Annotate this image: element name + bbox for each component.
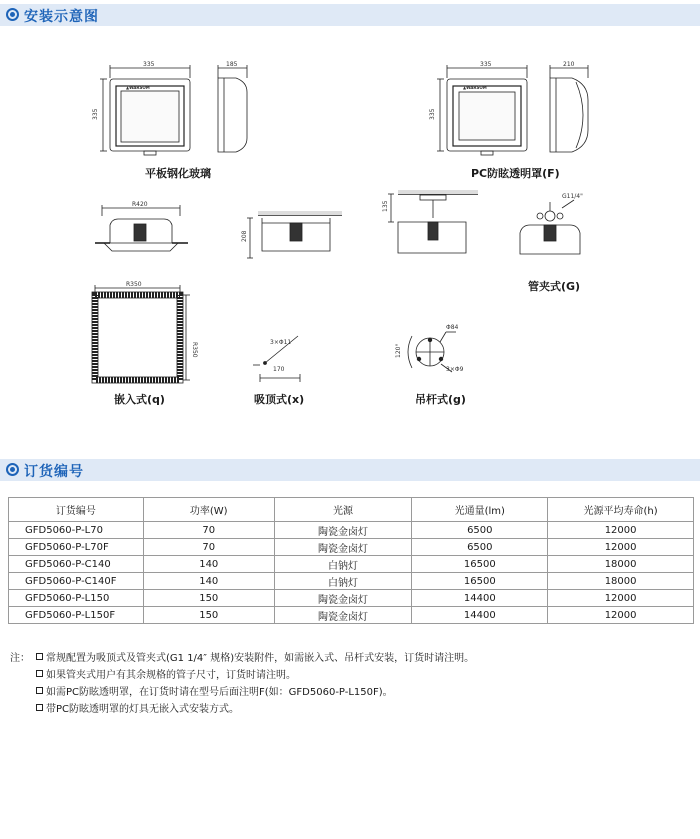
side-view-pc-cover	[550, 65, 588, 152]
pipe-thread-label: G11/4"	[562, 193, 583, 200]
cell-code: GFD5060-P-L150	[9, 590, 144, 607]
notes-block	[10, 650, 474, 718]
notes-label: 注：	[10, 653, 30, 664]
cell-power: 70	[143, 539, 274, 556]
note-text: 如果管夹式用户有其余规格的管子尺寸，订货时请注明。	[46, 670, 296, 681]
cell-source: 白钠灯	[274, 573, 412, 590]
install-diagrams	[0, 30, 700, 450]
cell-source: 陶瓷金卤灯	[274, 539, 412, 556]
ceiling-caption: 吸顶式(x)	[254, 393, 305, 406]
cell-power: 70	[143, 522, 274, 539]
install-section-header	[0, 4, 700, 26]
pendant-side-view	[388, 190, 478, 253]
pendant-angle-label: 120°	[395, 343, 402, 358]
note-item	[10, 684, 474, 701]
pendant-height-dim: 135	[382, 200, 389, 212]
col-header-flux: 光通量(lm)	[412, 498, 548, 522]
cell-life: 18000	[548, 556, 694, 573]
pipe-clamp-caption: 管夹式(G)	[528, 280, 581, 293]
col-header-life: 光源平均寿命(h)	[548, 498, 694, 522]
note-text: 如需PC防眩透明罩，在订货时请在型号后面注明F(如：GFD5060-P-L150F)。	[46, 687, 393, 698]
pendant-caption: 吊杆式(g)	[415, 393, 466, 406]
cell-power: 150	[143, 590, 274, 607]
table-header-row	[9, 498, 694, 522]
table-row	[9, 522, 694, 539]
recessed-caption: 嵌入式(q)	[114, 393, 165, 406]
pipe-clamp-view	[520, 200, 580, 254]
cell-life: 12000	[548, 607, 694, 624]
cell-code: GFD5060-P-C140	[9, 556, 144, 573]
square-bullet-icon	[36, 670, 43, 677]
cell-power: 140	[143, 573, 274, 590]
pendant-holes-label: 3×Φ9	[446, 366, 464, 373]
square-bullet-icon	[36, 704, 43, 711]
cell-life: 12000	[548, 590, 694, 607]
ceiling-holes-label: 3×Φ11	[270, 339, 292, 346]
ceiling-height-dim: 208	[241, 230, 248, 242]
flat-width-label: 335	[143, 61, 155, 68]
table-row	[9, 590, 694, 607]
side-view-flat-glass	[218, 65, 247, 152]
recessed-height-dim: R350	[191, 342, 198, 358]
recessed-side-view	[95, 205, 188, 251]
cell-flux: 6500	[412, 539, 548, 556]
recessed-top-view	[92, 285, 190, 383]
note-item	[10, 667, 474, 684]
cell-power: 150	[143, 607, 274, 624]
front-view-pc-cover	[437, 65, 527, 155]
square-bullet-icon	[36, 653, 43, 660]
table-row	[9, 539, 694, 556]
flat-glass-caption: 平板钢化玻璃	[145, 167, 211, 180]
note-text: 常规配置为吸顶式及管夹式(G1 1/4″ 规格)安装附件，如需嵌入式、吊杆式安装，订货时请注明。	[46, 653, 475, 664]
pc-cover-caption: PC防眩透明罩(F)	[471, 167, 560, 180]
install-section-title: 安装示意图	[24, 9, 99, 25]
cell-flux: 14400	[412, 590, 548, 607]
col-header-source: 光源	[274, 498, 412, 522]
cell-source: 陶瓷金卤灯	[274, 590, 412, 607]
ceiling-spacing-label: 170	[273, 366, 285, 373]
note-item	[10, 650, 474, 667]
recessed-side-dim: R420	[132, 201, 148, 208]
flat-logo: ▲WARSOM	[126, 85, 150, 90]
pc-height-label: 335	[429, 108, 436, 120]
flat-depth-label: 185	[226, 61, 238, 68]
cell-code: GFD5060-P-L150F	[9, 607, 144, 624]
section-bullet-icon	[6, 463, 19, 476]
note-text: 带PC防眩透明罩的灯具无嵌入式安装方式。	[46, 704, 240, 715]
note-item	[10, 701, 474, 718]
cell-life: 12000	[548, 539, 694, 556]
cell-flux: 6500	[412, 522, 548, 539]
square-bullet-icon	[36, 687, 43, 694]
pc-depth-label: 210	[563, 61, 575, 68]
cell-life: 12000	[548, 522, 694, 539]
cell-source: 白钠灯	[274, 556, 412, 573]
cell-flux: 14400	[412, 607, 548, 624]
col-header-power: 功率(W)	[143, 498, 274, 522]
cell-code: GFD5060-P-L70	[9, 522, 144, 539]
cell-source: 陶瓷金卤灯	[274, 607, 412, 624]
pc-width-label: 335	[480, 61, 492, 68]
order-table	[8, 497, 694, 624]
order-section-title: 订货编号	[24, 464, 84, 480]
cell-code: GFD5060-P-C140F	[9, 573, 144, 590]
pc-logo: ▲WARSOM	[463, 85, 487, 90]
col-header-code: 订货编号	[9, 498, 144, 522]
pendant-diameter-label: Φ84	[446, 324, 459, 331]
cell-source: 陶瓷金卤灯	[274, 522, 412, 539]
cell-flux: 16500	[412, 556, 548, 573]
flat-height-label: 335	[92, 108, 99, 120]
cell-flux: 16500	[412, 573, 548, 590]
section-bullet-icon	[6, 8, 19, 21]
cell-life: 18000	[548, 573, 694, 590]
front-view-flat-glass	[100, 65, 190, 155]
recessed-width-dim: R350	[126, 281, 142, 288]
table-row	[9, 573, 694, 590]
order-section-header	[0, 459, 700, 481]
table-row	[9, 607, 694, 624]
table-row	[9, 556, 694, 573]
ceiling-side-view	[247, 211, 342, 258]
cell-power: 140	[143, 556, 274, 573]
cell-code: GFD5060-P-L70F	[9, 539, 144, 556]
